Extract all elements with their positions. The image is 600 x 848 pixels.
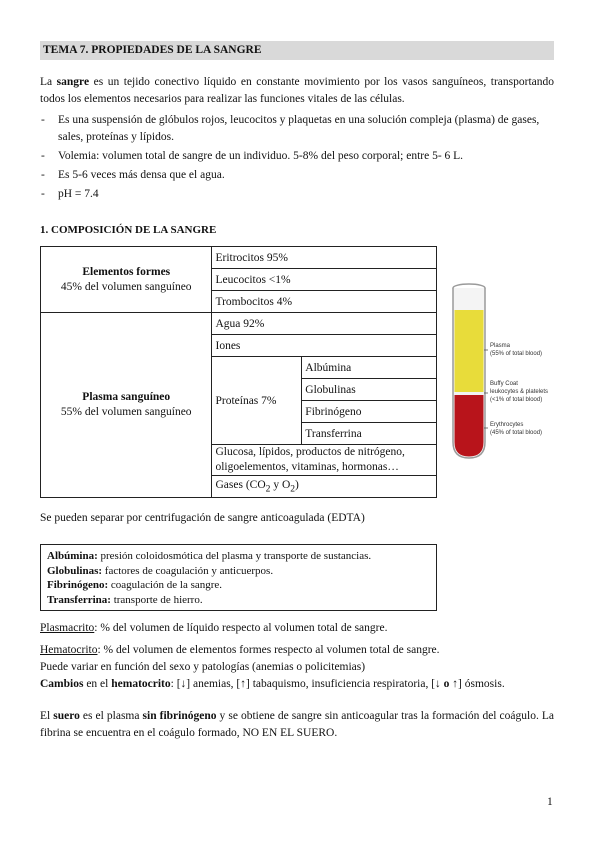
- changes-text-3: ↑] ósmosis.: [449, 678, 505, 690]
- hematocrito-term: Hematocrito: [40, 644, 98, 656]
- cell-albumina: Albúmina: [302, 357, 437, 379]
- erythrocyte-layer: [455, 395, 484, 457]
- blood-tube-svg: [444, 280, 574, 470]
- blood-tube-figure: [444, 280, 574, 470]
- cell-globulinas: Globulinas: [302, 379, 437, 401]
- intro-paragraph: [40, 74, 554, 108]
- page-title: TEMA 7. PROPIEDADES DE LA SANGRE: [40, 41, 554, 60]
- bullet-dash: -: [41, 150, 45, 162]
- gases-sub-co2: 2: [265, 483, 271, 495]
- bullet-text: Volemia: volumen total de sangre de un individuo. 5-8% del peso corporal; entre 5- 6 L.: [58, 150, 464, 162]
- centrifugation-note: Se pueden separar por centrifugación de sangre anticoagulada (EDTA): [40, 512, 365, 524]
- cell-leucocitos: Leucocitos <1%: [212, 269, 437, 291]
- suero-bold-2: sin fibrinógeno: [142, 710, 217, 722]
- function-name: Fibrinógeno:: [47, 579, 109, 591]
- bullet-dash: -: [41, 114, 45, 126]
- function-text: presión coloidosmótica del plasma y transporte de sustancias.: [97, 550, 372, 562]
- hematocrito-line-2: Puede variar en función del sexo y patologías (anemias o policitemias): [40, 661, 366, 673]
- function-name: Globulinas:: [47, 564, 103, 577]
- bullet-item: [40, 112, 554, 146]
- hematocrito-text: : % del volumen de elementos formes respecto al volumen total de sangre.: [97, 644, 440, 656]
- bullet-text: Es 5-6 veces más densa que el agua.: [58, 169, 225, 181]
- gases-pre: Gases (CO: [215, 478, 266, 491]
- gases-sub-o2: 2: [290, 483, 296, 495]
- function-line: [47, 578, 430, 593]
- plasma-layer: [455, 310, 484, 392]
- bullet-item: [40, 167, 554, 184]
- function-name: Transferrina:: [47, 593, 111, 606]
- function-text: factores de coagulación y anticuerpos.: [102, 564, 274, 577]
- changes-bold-3: o: [443, 678, 450, 690]
- buffy-coat-layer: [455, 392, 484, 395]
- composition-table: [40, 246, 437, 498]
- elementos-formes-title: Elementos formes: [82, 265, 171, 278]
- cell-iones: Iones: [212, 335, 437, 357]
- plasma-title: Plasma sanguíneo: [82, 391, 171, 403]
- cell-transferrina: Transferrina: [302, 423, 437, 445]
- function-line: [47, 593, 430, 608]
- plasma-label: Plasma: [490, 343, 511, 349]
- bullet-dash: -: [41, 188, 45, 200]
- cell-trombocitos: Trombocitos 4%: [212, 291, 437, 313]
- cell-glucosa: Glucosa, lípidos, productos de nitrógeno, oligoelementos, vitaminas, hormonas…: [212, 445, 437, 476]
- elementos-formes-sub: 45% del volumen sanguíneo: [60, 280, 192, 293]
- cell-eritrocitos: Eritrocitos 95%: [212, 247, 437, 269]
- hematocrito-definition: [40, 642, 554, 693]
- section-heading-composicion: 1. COMPOSICIÓN DE LA SANGRE: [40, 224, 217, 236]
- bullet-list: [40, 112, 554, 205]
- function-text: coagulación de la sangre.: [108, 579, 223, 591]
- plasmacrito-definition: [40, 620, 554, 637]
- suero-text-2: es el plasma: [79, 710, 143, 722]
- page-number: 1: [547, 796, 553, 808]
- changes-bold-1: Cambios: [40, 678, 84, 690]
- bullet-item: [40, 186, 554, 203]
- suero-bold-1: suero: [53, 710, 80, 722]
- buffy-sub-label-2: (<1% of total blood): [490, 397, 543, 403]
- cell-agua: Agua 92%: [212, 313, 437, 335]
- intro-text-pre: La: [40, 76, 57, 88]
- function-line: [47, 564, 430, 579]
- cell-plasma-sanguineo: [41, 313, 212, 498]
- hematocrito-line-1: [40, 642, 554, 659]
- cell-fibrinogeno: Fibrinógeno: [302, 401, 437, 423]
- hematocrito-changes: [40, 676, 554, 693]
- function-line: [47, 549, 430, 564]
- changes-text-2: : [↓] anemias, [↑] tabaquismo, insuficiencia respiratoria, [↓: [170, 678, 444, 690]
- buffy-label: Buffy Coat: [490, 381, 518, 387]
- intro-bold-sangre: sangre: [56, 76, 90, 88]
- intro-text-post: es un tejido conectivo líquido en constante movimiento por los vasos sanguíneos, transportando todos los elementos necesarios para realizar las funciones vitales de las células.: [40, 76, 554, 105]
- plasma-sub: 55% del volumen sanguíneo: [60, 406, 192, 418]
- protein-functions-box: [40, 544, 437, 611]
- bullet-text: Es una suspensión de glóbulos rojos, leucocitos y plaquetas en una solución compleja (plasma) de gases, sales, proteínas y lípidos.: [58, 114, 540, 143]
- suero-text-3: y se obtiene de sangre sin anticoagular tras la formación del coágulo. La fibrina se encuentra en el coágulo formado, NO EN EL SUERO.: [40, 710, 554, 739]
- plasmacrito-term: Plasmacrito: [40, 622, 95, 634]
- suero-paragraph: [40, 708, 554, 742]
- erythro-label: Erythrocytes: [490, 422, 524, 428]
- cell-gases: [212, 476, 437, 498]
- buffy-sub-label-1: leukocytes & platelets: [490, 389, 549, 395]
- function-name: Albúmina:: [47, 550, 98, 562]
- changes-bold-2: hematocrito: [111, 678, 171, 690]
- cell-proteinas: Proteínas 7%: [212, 357, 302, 445]
- erythro-sub-label: (45% of total blood): [490, 430, 543, 436]
- function-text: transporte de hierro.: [110, 593, 203, 606]
- gases-mid: y O: [270, 478, 291, 491]
- changes-text-1: en el: [83, 678, 112, 690]
- plasmacrito-text: : % del volumen de líquido respecto al volumen total de sangre.: [94, 622, 388, 634]
- bullet-text: pH = 7.4: [58, 188, 99, 200]
- cell-elementos-formes: [41, 247, 212, 313]
- bullet-item: [40, 148, 554, 165]
- plasma-sub-label: (55% of total blood): [490, 351, 543, 357]
- gases-post: ): [295, 478, 299, 491]
- suero-text-1: El: [40, 710, 54, 722]
- bullet-dash: -: [41, 169, 45, 181]
